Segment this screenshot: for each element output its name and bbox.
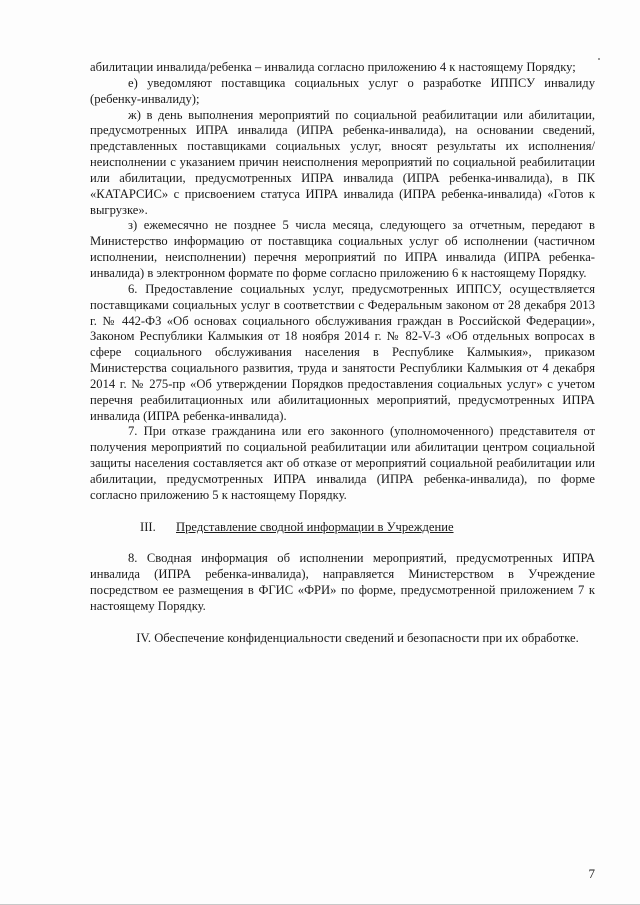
paragraph-item-e: е) уведомляют поставщика социальных услуг о разработке ИППСУ инвалиду (ребенку-инвалиду); bbox=[90, 75, 595, 106]
paragraph-continuation: абилитации инвалида/ребенка – инвалида согласно приложению 4 к настоящему Порядку; bbox=[90, 60, 576, 74]
spacer bbox=[90, 615, 595, 631]
paragraph-item-zh: ж) в день выполнения мероприятий по социальной реабилитации или абилитации, предусмотренных ИПРА инвалида (ИПРА ребенка-инвалида), на основании сведений, представленных поставщиками социальных услуг, вносят результаты их исполнения/неисполнении с указанием причин неисполнения мероприятий по социальной реабилитации или абилитации, предусмотренных ИПРА инвалида (ИПРА ребенка-инвалида), в ПК «КАТАРСИС» с присвоением статуса ИПРА инвалида (ИПРА ребенка-инвалида) «Готов к выгрузке». bbox=[90, 107, 595, 217]
scan-speck bbox=[598, 58, 600, 60]
section-3-title: Представление сводной информации в Учреждение bbox=[176, 519, 454, 534]
paragraph-8: 8. Сводная информация об исполнении мероприятий, предусмотренных ИПРА инвалида (ИПРА ребенка-инвалида), направляется Министерством в Учреждение посредством ее размещения в ФГИС «ФРИ» по форме, предусмотренной приложением 7 к настоящему Порядку. bbox=[90, 551, 595, 613]
paragraph-7: 7. При отказе гражданина или его законного (уполномоченного) представителя от получения мероприятий по социальной реабилитации или абилитации центром социальной защиты населения составляется акт об отказе от мероприятий социальной реабилитации или абилитации, предусмотренных ИПРА инвалида (ИПРА ребенка-инвалида), по форме согласно приложению 5 к настоящему Порядку. bbox=[90, 424, 595, 502]
section-3-number: III. bbox=[140, 519, 156, 534]
paragraph-item-z: з) ежемесячно не позднее 5 числа месяца, следующего за отчетным, передают в Министерство информацию от поставщика социальных услуг об исполнении (частичном исполнении, неисполнении) перечня мероприятий по ИПРА инвалида (ИПРА ребенка-инвалида) в электронном формате по форме согласно приложению 6 к настоящему Порядку. bbox=[90, 218, 595, 280]
spacer bbox=[90, 535, 595, 551]
paragraph-6: 6. Предоставление социальных услуг, предусмотренных ИППСУ, осуществляется поставщиками социальных услуг в соответствии с Федеральным законом от 28 декабря 2013 г. № 442-ФЗ «Об основах социального обслуживания граждан в Российской Федерации», Законом Республики Калмыкия от 18 ноября 2014 г. № 82-V-З «Об отдельных вопросах в сфере социального обслуживания населения в Республике Калмыкия», приказом Министерства социального развития, труда и занятости Республики Калмыкия от 4 декабря 2014 г. № 275-пр «Об утверждении Порядков предоставления социальных услуг» с учетом перечня реабилитационных или абилитационных мероприятий, предусмотренных ИПРА инвалида (ИПРА ребенка-инвалида). bbox=[90, 281, 595, 423]
section-4-heading: IV. Обеспечение конфиденциальности сведений и безопасности при их обработке. bbox=[136, 630, 579, 645]
document-body bbox=[90, 60, 595, 647]
spacer bbox=[90, 504, 595, 520]
page-number: 7 bbox=[588, 866, 595, 881]
section-3-heading bbox=[90, 520, 595, 536]
